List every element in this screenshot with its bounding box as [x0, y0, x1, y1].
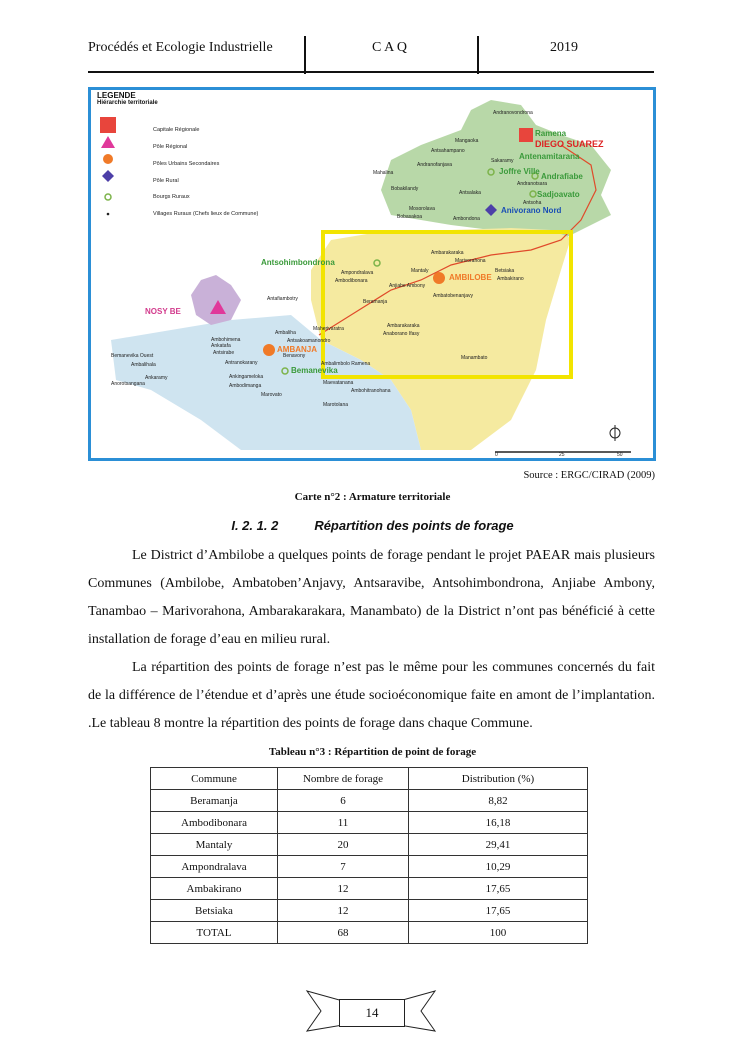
village-label: Antranokarany	[225, 360, 258, 366]
forage-table	[150, 767, 588, 944]
header-left: Procédés et Ecologie Industrielle	[88, 40, 273, 55]
table-cell: 20	[278, 834, 409, 856]
territorial-map	[88, 87, 656, 461]
place-label: AMBILOBE	[449, 273, 492, 282]
village-label: Sakaramy	[491, 158, 514, 164]
paragraph: La répartition des points de forage n’est pas le même pour les communes concernés du fait de la différence de l’étendue et d’après une étude socioéconomique faite en amont de l’implantation. .Le tableau 8 montre la répartition des points de forage dans chaque Commune.	[88, 660, 655, 731]
legend-bourg-icon	[105, 194, 111, 200]
village-label: Mangaoka	[455, 138, 479, 144]
place-label: Andrafiabe	[541, 172, 583, 181]
table-cell: 12	[278, 878, 409, 900]
village-label: Ambatobenanjavy	[433, 293, 474, 299]
table-cell: 10,29	[409, 856, 588, 878]
table-cell: Ambakirano	[151, 878, 278, 900]
village-label: Mantaly	[411, 268, 429, 274]
section-number: I. 2. 1. 2	[231, 518, 279, 533]
village-label: Ankingameloka	[229, 374, 264, 380]
village-label: Ambondona	[453, 216, 480, 222]
place-label: Sadjoavato	[537, 190, 580, 199]
table-cell: 29,41	[409, 834, 588, 856]
village-label: Marotolana	[323, 402, 349, 408]
village-label: Ambohitranohana	[351, 388, 391, 394]
section-heading	[0, 518, 745, 533]
village-label: Antsahampano	[431, 148, 465, 154]
table-header: Distribution (%)	[409, 768, 588, 790]
table-cell: TOTAL	[151, 922, 278, 944]
village-label: Antsirabe	[213, 350, 235, 356]
village-label: Antsoha	[523, 200, 542, 206]
table-cell: 68	[278, 922, 409, 944]
village-label: Bemanevika Ouest	[111, 353, 154, 359]
village-label: Beramanja	[363, 299, 388, 305]
table-row	[151, 878, 588, 900]
north-arrow	[610, 425, 620, 441]
table-row	[151, 812, 588, 834]
table-cell: 6	[278, 790, 409, 812]
village-label: Anjiabe Ambony	[389, 283, 426, 289]
section-title: Répartition des points de forage	[314, 518, 514, 533]
scale-label: 0	[495, 452, 498, 458]
village-label: Ambodimanga	[229, 383, 262, 389]
table-cell: 12	[278, 900, 409, 922]
place-label: Antenamitarana	[519, 152, 580, 161]
table-row-total	[151, 922, 588, 944]
scale-label: 50	[617, 452, 623, 458]
scale-label: 25	[559, 452, 565, 458]
header-separator	[477, 36, 479, 74]
place-label: AMBANJA	[277, 345, 317, 354]
table-cell: 100	[409, 922, 588, 944]
legend-subtitle: Hiérarchie territoriale	[97, 100, 158, 106]
place-label: Antsohimbondrona	[261, 258, 335, 267]
village-label: Ambohimena	[211, 337, 241, 343]
village-label: Manambato	[461, 355, 488, 361]
table-header-row	[151, 768, 588, 790]
place-label: Anivorano Nord	[501, 206, 562, 215]
village-label: Ambarakaraka	[431, 250, 464, 256]
page-number: 14	[339, 999, 405, 1027]
village-label: Mahalina	[373, 170, 394, 176]
village-label: Betsiaka	[495, 268, 515, 274]
legend-item: Pôle Régional	[153, 144, 188, 150]
village-label: Marovato	[261, 392, 282, 398]
table-cell: Beramanja	[151, 790, 278, 812]
village-label: Mosorolava	[409, 206, 435, 212]
village-label: Ankaramy	[145, 375, 168, 381]
legend-pole-urbain-icon	[103, 154, 113, 164]
village-label: Antsakoamanondro	[287, 338, 331, 344]
village-label: Ambalimbolo Ramena	[321, 361, 371, 367]
table-cell: 8,82	[409, 790, 588, 812]
table-row	[151, 834, 588, 856]
map-caption: Carte n°2 : Armature territoriale	[294, 491, 451, 503]
village-label: Andranotsara	[517, 181, 548, 187]
table-cell: 17,65	[409, 900, 588, 922]
diego-symbol	[519, 128, 533, 142]
table-row	[151, 856, 588, 878]
village-label: Antafiambotry	[267, 296, 298, 302]
legend-item: Pôle Rural	[153, 178, 179, 184]
legend-title: LEGENDE	[97, 91, 136, 100]
village-label: Benavony	[283, 353, 306, 359]
legend-item: Capitale Régionale	[153, 127, 200, 133]
village-label: Ankatafa	[211, 343, 231, 349]
map-source: Source : ERGC/CIRAD (2009)	[523, 470, 655, 481]
village-label: Anaborano Ifasy	[383, 331, 420, 337]
village-label: Maevatanana	[323, 380, 354, 386]
village-label: Ambalihala	[131, 362, 156, 368]
place-label: Joffre Ville	[499, 167, 540, 176]
table-cell: 7	[278, 856, 409, 878]
village-label: Ambodibonara	[335, 278, 368, 284]
table-cell: Ampondralava	[151, 856, 278, 878]
village-label: Ambakirano	[497, 276, 524, 282]
table-cell: 16,18	[409, 812, 588, 834]
table-cell: Ambodibonara	[151, 812, 278, 834]
legend-pole-rural-icon	[102, 170, 114, 182]
village-label: Bobasakoa	[397, 214, 423, 220]
legend-item: Bourgs Ruraux	[153, 194, 190, 200]
ambilobe-symbol	[433, 272, 445, 284]
legend-item: Villages Ruraux (Chefs lieux de Commune)	[153, 211, 259, 217]
table-cell: Betsiaka	[151, 900, 278, 922]
village-label: Antsalaka	[459, 190, 481, 196]
table-cell: 11	[278, 812, 409, 834]
village-label: Marivorahona	[455, 258, 486, 264]
village-label: Andranofanjava	[417, 162, 453, 168]
village-label: Bobakilandy	[391, 186, 419, 192]
header-center: C A Q	[372, 40, 408, 55]
table-row	[151, 790, 588, 812]
village-label: Ambaliha	[275, 330, 296, 336]
legend-village-icon	[107, 213, 110, 216]
village-label: Maherivaratra	[313, 326, 344, 332]
village-label: Andranovondrona	[493, 110, 533, 116]
header-right: 2019	[550, 40, 578, 55]
table-cell: 17,65	[409, 878, 588, 900]
legend-capitale-icon	[100, 117, 116, 133]
place-label: Ramena	[535, 129, 567, 138]
table-row	[151, 900, 588, 922]
table-header: Nombre de forage	[278, 768, 409, 790]
ambanja-symbol	[263, 344, 275, 356]
village-label: Ampondralava	[341, 270, 374, 276]
table-title: Tableau n°3 : Répartition de point de forage	[268, 746, 477, 758]
place-label: NOSY BE	[145, 307, 181, 316]
legend-pole-regional-icon	[101, 136, 115, 148]
legend-item: Pôles Urbains Secondaires	[153, 161, 220, 167]
header-rule	[88, 71, 654, 73]
paragraph: Le District d’Ambilobe a quelques points de forage pendant le projet PAEAR mais plusieurs Communes (Ambilobe, Ambatoben’Anjavy, Antsaravibe, Antsohimbondrona, Anjiabe Ambony, Tanambao – Marivorahona, Ambarakarakara, Manambato) de la District n’ont pas bénéficié à cette installation de forage d’eau en milieu rural.	[88, 548, 655, 647]
place-label: Bemanevika	[291, 366, 338, 375]
header-separator	[304, 36, 306, 74]
table-header: Commune	[151, 768, 278, 790]
table-cell: Mantaly	[151, 834, 278, 856]
region-nosybe	[191, 275, 241, 325]
village-label: Ambarakaraka	[387, 323, 420, 329]
village-label: Anorotsangana	[111, 381, 145, 387]
place-label: DIEGO SUAREZ	[535, 139, 604, 149]
